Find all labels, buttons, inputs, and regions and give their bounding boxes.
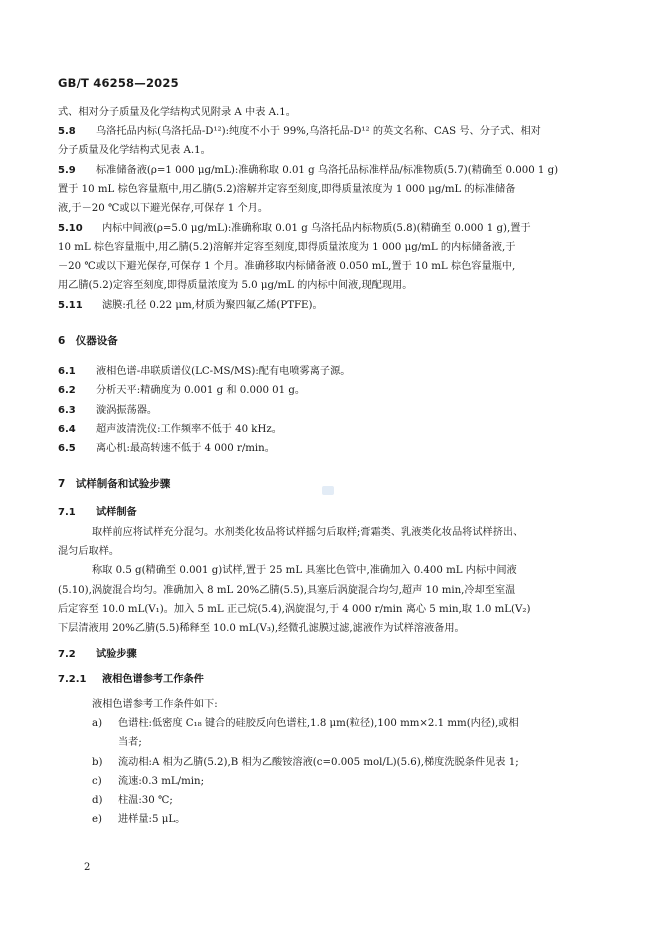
text-line: 后定容至 10.0 mL(V₁)。加入 5 mL 正己烷(5.4),涡旋混匀,于 4 000 r/min 离心 5 min,取 1.0 mL(V₂) (58, 604, 531, 615)
subsection-heading: 试验步骤 (96, 649, 137, 660)
text-line: (5.10),涡旋混合均匀。准确加入 8 mL 20%乙腈(5.5),具塞后涡旋混合均匀,超声 10 min,冷却至室温 (58, 585, 516, 596)
text-line: 乌洛托品内标(乌洛托品-D¹²):纯度不小于 99%,乌洛托品-D¹² 的英文名称、CAS 号、分子式、相对 (96, 126, 541, 137)
text-line: 漩涡振荡器。 (96, 405, 158, 416)
clause-number: 5.10 (58, 223, 83, 234)
text-line: 取样前应将试样充分混匀。水剂类化妆品将试样摇匀后取样;膏霜类、乳液类化妆品将试样挤出、 (92, 527, 524, 538)
list-marker: a) (92, 718, 103, 729)
text-line: 滤膜:孔径 0.22 μm,材质为聚四氟乙烯(PTFE)。 (102, 300, 323, 311)
text-line: 分析天平:精确度为 0.001 g 和 0.000 01 g。 (96, 385, 306, 396)
text-line: 10 mL 棕色容量瓶中,用乙腈(5.2)溶解并定容至刻度,即得质量浓度为 1 000 μg/mL 的内标储备液,于 (58, 242, 516, 253)
text-line: 混匀后取样。 (58, 546, 120, 557)
subsection-heading: 试样制备 (96, 507, 137, 518)
list-marker: e) (92, 814, 103, 825)
clause-number: 6.5 (58, 443, 76, 454)
clause-number: 7.2.1 (58, 674, 87, 685)
text-line: 用乙腈(5.2)定容至刻度,即得质量浓度为 5.0 μg/mL 的内标中间液,现配现用。 (58, 280, 413, 291)
text-line: 进样量:5 μL。 (118, 814, 186, 825)
section-heading-6: 6 仪器设备 (58, 335, 118, 347)
standard-code-header: GB/T 46258—2025 (58, 76, 179, 90)
text-line: 离心机:最高转速不低于 4 000 r/min。 (96, 443, 275, 454)
text-line: 置于 10 mL 棕色容量瓶中,用乙腈(5.2)溶解并定容至刻度,即得质量浓度为 1 000 μg/mL 的标准储备 (58, 184, 516, 195)
list-marker: c) (92, 776, 102, 787)
clause-number: 7.2 (58, 649, 76, 660)
clause-number: 5.8 (58, 126, 76, 137)
text-line: 下层清液用 20%乙腈(5.5)稀释至 10.0 mL(V₃),经微孔滤膜过滤,滤液作为试样溶液备用。 (58, 623, 465, 634)
text-line: 称取 0.5 g(精确至 0.001 g)试样,置于 25 mL 具塞比色管中,准确加入 0.400 mL 内标中间液 (92, 565, 517, 576)
page-number: 2 (84, 862, 91, 873)
text-line: 柱温:30 ℃; (118, 795, 173, 806)
clause-number: 5.11 (58, 300, 83, 311)
clause-number: 6.3 (58, 405, 76, 416)
list-marker: d) (92, 795, 103, 806)
list-marker: b) (92, 757, 103, 768)
text-line: －20 ℃或以下避光保存,可保存 1 个月。准确移取内标储备液 0.050 mL,置于 10 mL 棕色容量瓶中, (58, 261, 516, 272)
clause-number: 5.9 (58, 165, 76, 176)
subsection-heading: 液相色谱参考工作条件 (102, 674, 204, 685)
text-line: 标准储备液(ρ=1 000 μg/mL):准确称取 0.01 g 乌洛托品标准样品/标准物质(5.7)(精确至 0.000 1 g) (96, 165, 559, 176)
text-line: 式、相对分子质量及化学结构式见附录 A 中表 A.1。 (58, 107, 296, 118)
text-line: 当者; (118, 737, 142, 748)
clause-number: 6.2 (58, 385, 76, 396)
clause-number: 6.4 (58, 424, 76, 435)
section-heading-7: 7 试样制备和试验步骤 (58, 478, 171, 490)
clause-number: 7.1 (58, 507, 76, 518)
text-line: 液,于－20 ℃或以下避光保存,可保存 1 个月。 (58, 203, 269, 214)
watermark-logo (322, 486, 334, 495)
text-line: 液相色谱参考工作条件如下: (92, 699, 218, 710)
text-line: 分子质量及化学结构式见表 A.1。 (58, 145, 211, 156)
text-line: 液相色谱-串联质谱仪(LC-MS/MS):配有电喷雾离子源。 (96, 366, 351, 377)
text-line: 流速:0.3 mL/min; (118, 776, 205, 787)
text-line: 超声波清洗仪:工作频率不低于 40 kHz。 (96, 424, 282, 435)
text-line: 内标中间液(ρ=5.0 μg/mL):准确称取 0.01 g 乌洛托品内标物质(5.8)(精确至 0.000 1 g),置于 (102, 223, 531, 234)
clause-number: 6.1 (58, 366, 76, 377)
text-line: 流动相:A 相为乙腈(5.2),B 相为乙酸铵溶液(c=0.005 mol/L)(5.6),梯度洗脱条件见表 1; (118, 757, 519, 768)
text-line: 色谱柱:低密度 C₁₈ 键合的硅胶反向色谱柱,1.8 μm(粒径),100 mm×2.1 mm(内径),或相 (118, 718, 519, 729)
